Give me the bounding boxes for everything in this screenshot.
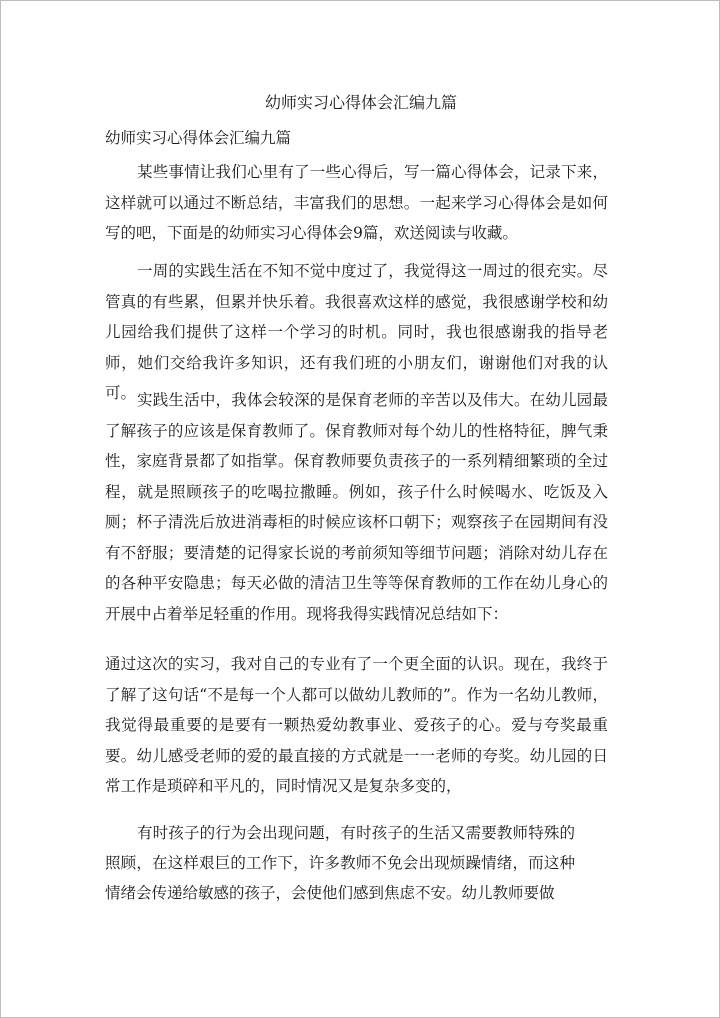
paragraph-internship-reflection: 通过这次的实习，我对自己的专业有了一个更全面的认识。现在，我终于了解了这句话“不是每一个人都可以做幼儿教师的”。作为一名幼儿教师，我觉得最重要的是要有一颗热爱幼教事业、爱孩子的心。爱与夸奖最重要。幼儿感受老师的爱的最直接的方式就是一一老师的夸奖。幼儿园的日常工作是琐碎和平凡的，同时情况又是复杂多变的， xyxy=(105,655,608,795)
paragraph-children-behavior: 有时孩子的行为会出现问题，有时孩子的生活又需要教师特殊的照顾，在这样艰巨的工作下，许多教师不免会出现烦躁情绪，而这种情绪会传递给敏感的孩子，会使他们感到焦虑不安。幼儿教师要做 xyxy=(105,824,575,902)
document-title: 幼师实习心得体会汇编九篇 xyxy=(264,93,457,112)
document-subtitle: 幼师实习心得体会汇编九篇 xyxy=(105,129,292,147)
paragraph-nursery-teacher: 实践生活中，我体会较深的是保育老师的辛苦以及伟大。在幼儿园最了解孩子的应该是保育教师了。保育教师对每个幼儿的性格特征，脾气秉性，家庭背景都了如指掌。保育教师要负责孩子的一系列精细繁琐的全过程，就是照顾孩子的吃喝拉撒睡。例如，孩子什么时候喝水、吃饭及入厕；杯子清洗后放进消毒柜的时候应该杯口朝下；观察孩子在园期间有没有不舒服；要清楚的记得家长说的考前须知等细节问题；消除对幼儿存在的各种平安隐患；每天必做的清洁卫生等等保育教师的工作在幼儿身心的开展中占着举足轻重的作用。现将我得实践情况总结如下： xyxy=(105,391,608,623)
paragraph-first-week: 一周的实践生活在不知不觉中度过了，我觉得这一周过的很充实。尽管真的有些累，但累并快乐着。我很喜欢这样的感觉，我很感谢学校和幼儿园给我们提供了这样一个学习的时机。同时，我也很感谢我的指导老师，她们交给我许多知识，还有我们班的小朋友们，谢谢他们对我的认可。 xyxy=(105,262,608,402)
paragraph-intro: 某些事情让我们心里有了一些心得后，写一篇心得体会，记录下来，这样就可以通过不断总结，丰富我们的思想。一起来学习心得体会是如何写的吧，下面是的幼师实习心得体会9篇，欢送阅读与收藏。 xyxy=(105,163,608,242)
